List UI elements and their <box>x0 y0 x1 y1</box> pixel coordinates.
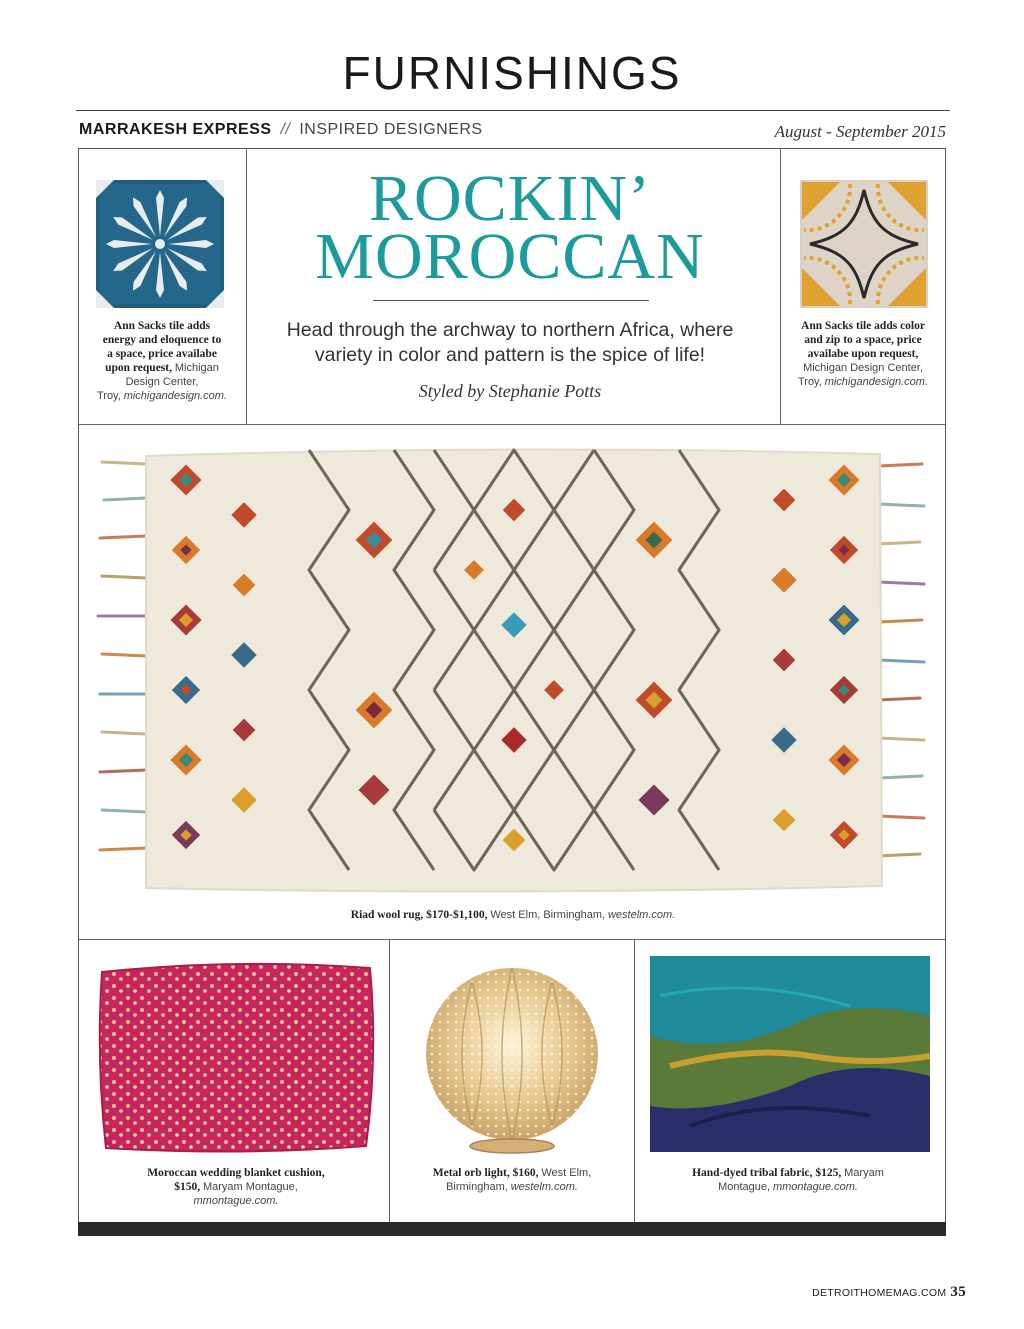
caption-line: Ann Sacks tile adds color <box>801 320 925 332</box>
headline-line: MOROCCAN <box>315 220 705 293</box>
caption-url[interactable]: michigandesign.com. <box>123 390 228 402</box>
caption-store: West Elm, <box>541 1167 592 1179</box>
deck-line: variety in color and pattern is the spice of life! <box>314 344 706 366</box>
caption-city: Troy, <box>96 390 121 402</box>
caption-line: Ann Sacks tile adds <box>113 320 211 332</box>
cushion-caption <box>100 1166 372 1208</box>
caption-line: upon request, <box>105 362 172 374</box>
caption-city: Troy, <box>797 376 822 388</box>
caption-store: Michigan Design Center, <box>803 362 923 374</box>
caption-name-price: Riad wool rug, $170-$1,100, <box>350 909 488 921</box>
caption-url[interactable]: mmontague.com. <box>772 1181 858 1193</box>
headline-rule <box>373 300 649 301</box>
section-title: FURNISHINGS <box>342 47 682 99</box>
bottom-bar <box>78 1222 946 1236</box>
page-number: 35 <box>950 1284 966 1300</box>
caption-line: a space, price availabe <box>107 348 217 360</box>
headline-line: ROCKIN’ <box>369 162 651 235</box>
byline: Styled by Stephanie Potts <box>418 381 602 401</box>
caption-name-price: Hand-dyed tribal fabric, $125, <box>692 1167 842 1179</box>
grid-divider <box>634 939 635 1223</box>
orb-caption <box>396 1166 628 1194</box>
caption-store: Maryam Montague, <box>202 1181 298 1193</box>
caption-name: Moroccan wedding blanket cushion, <box>147 1167 325 1179</box>
caption-url[interactable]: michigandesign.com. <box>824 376 929 388</box>
column-header <box>79 121 483 139</box>
fabric-caption <box>646 1166 930 1194</box>
caption-store: Maryam <box>844 1167 884 1179</box>
caption-store: West Elm, Birmingham, <box>490 909 606 921</box>
issue-date: August - September 2015 <box>774 122 946 141</box>
feature-headline <box>250 162 770 293</box>
tile-right-caption <box>786 319 940 389</box>
series-subtitle: INSPIRED DESIGNERS <box>299 121 483 138</box>
tile-right-image <box>800 180 928 308</box>
page-footer <box>812 1284 966 1301</box>
caption-price: $150, <box>174 1181 201 1193</box>
header-separator: // <box>280 121 291 138</box>
tile-left-image <box>96 180 224 308</box>
rug-image <box>94 440 930 896</box>
orb-light-image <box>412 962 612 1158</box>
caption-store: Montague, <box>718 1181 771 1193</box>
caption-name-price: Metal orb light, $160, <box>432 1167 539 1179</box>
feature-deck <box>250 318 770 368</box>
grid-divider <box>246 148 247 424</box>
header-rule <box>76 110 950 111</box>
caption-store: Michigan <box>174 362 219 374</box>
caption-line: energy and eloquence to <box>102 334 222 346</box>
caption-url[interactable]: mmontague.com. <box>193 1195 279 1207</box>
series-name: MARRAKESH EXPRESS <box>79 121 272 138</box>
caption-store: Design Center, <box>125 376 199 388</box>
caption-line: and zip to a space, price <box>804 334 922 346</box>
caption-line: availabe upon request, <box>807 348 919 360</box>
caption-url[interactable]: westelm.com. <box>510 1181 578 1193</box>
caption-city: Birmingham, <box>446 1181 508 1193</box>
grid-divider <box>78 424 946 425</box>
fabric-image <box>650 956 930 1152</box>
site-url[interactable]: DETROITHOMEMAG.COM <box>812 1287 947 1299</box>
grid-divider <box>780 148 781 424</box>
tile-left-caption <box>84 319 240 403</box>
cushion-image <box>96 958 376 1156</box>
deck-line: Head through the archway to northern Africa, where <box>286 319 734 341</box>
grid-divider <box>389 939 390 1223</box>
grid-divider <box>78 939 946 940</box>
caption-url[interactable]: westelm.com. <box>607 909 676 921</box>
rug-caption <box>246 908 780 922</box>
